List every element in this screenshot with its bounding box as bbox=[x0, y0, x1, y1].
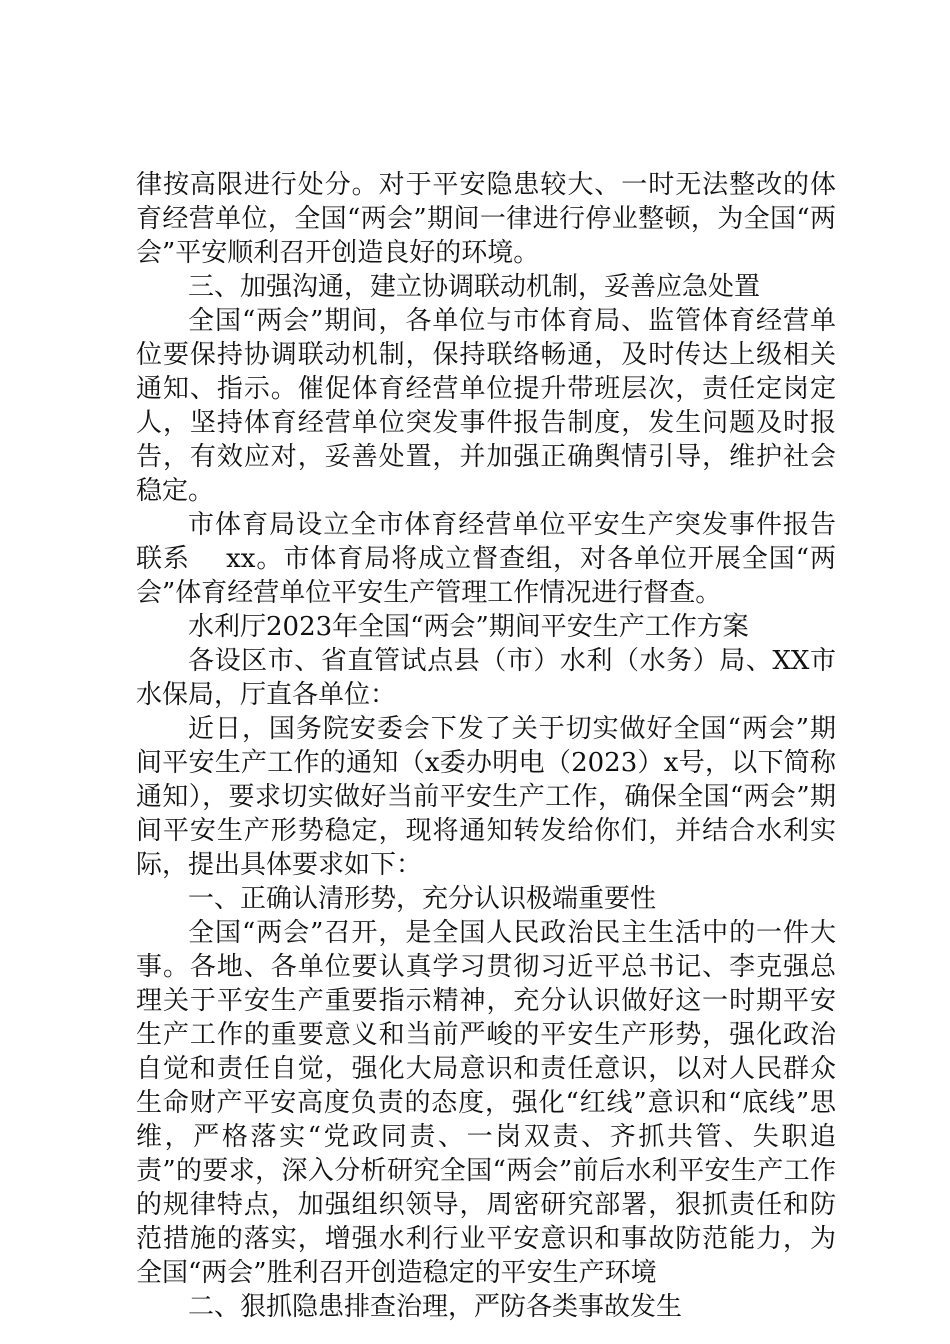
paragraph: 全国“两会”召开，是全国人民政治民主生活中的一件大事。各地、各单位要认真学习贯彻习近平总书记、李克强总理关于平安生产重要指示精神，充分认识做好这一时期平安生产工作的重要意义和当前严峻的平安生产形势，强化政治自觉和责任自觉，强化大局意识和责任意识，以对人民群众生命财产平安高度负责的态度，强化“红线”意识和“底线”思维，严格落实“党政同责、一岗双责、齐抓共管、失职追责”的要求，深入分析研究全国“两会”前后水利平安生产工作的规律特点，加强组织领导，周密研究部署，狠抓责任和防范措施的落实，增强水利行业平安意识和事故防范能力，为全国“两会”胜利召开创造稳定的平安生产环境 bbox=[136, 918, 836, 1288]
section-heading-1: 一、正确认清形势，充分认识极端重要性 bbox=[188, 884, 657, 914]
paragraph: 全国“两会”期间，各单位与市体育局、监管体育经营单位要保持协调联动机制，保持联络畅通，及时传达上级相关通知、指示。催促体育经营单位提升带班层次，责任定岗定人，坚持体育经营单位突发事件报告制度，发生问题及时报告，有效应对，妥善处置，并加强正确舆情引导，维护社会稳定。 bbox=[136, 306, 836, 506]
document-body bbox=[136, 168, 836, 1324]
paragraph-continuation: 律按高限进行处分。对于平安隐患较大、一时无法整改的体育经营单位，全国“两会”期间一律进行停业整顿，为全国“两会”平安顺利召开创造良好的环境。 bbox=[136, 170, 836, 268]
paragraph: 近日，国务院安委会下发了关于切实做好全国“两会”期间平安生产工作的通知（x委办明电（2023）x号，以下简称通知），要求切实做好当前平安生产工作，确保全国“两会”期间平安生产形势稳定，现将通知转发给你们，并结合水利实际，提出具体要求如下： bbox=[136, 714, 836, 880]
document-title: 水利厅2023年全国“两会”期间平安生产工作方案 bbox=[188, 612, 749, 642]
salutation: 各设区市、省直管试点县（市）水利（水务）局、XX市水保局，厅直各单位： bbox=[136, 646, 836, 710]
paragraph: 市体育局设立全市体育经营单位平安生产突发事件报告联系 xx。市体育局将成立督查组，对各单位开展全国“两会”体育经营单位平安生产管理工作情况进行督查。 bbox=[136, 510, 836, 608]
section-heading-2: 二、狠抓隐患排查治理，严防各类事故发生 bbox=[188, 1292, 683, 1322]
section-heading-3: 三、加强沟通，建立协调联动机制，妥善应急处置 bbox=[188, 272, 761, 302]
